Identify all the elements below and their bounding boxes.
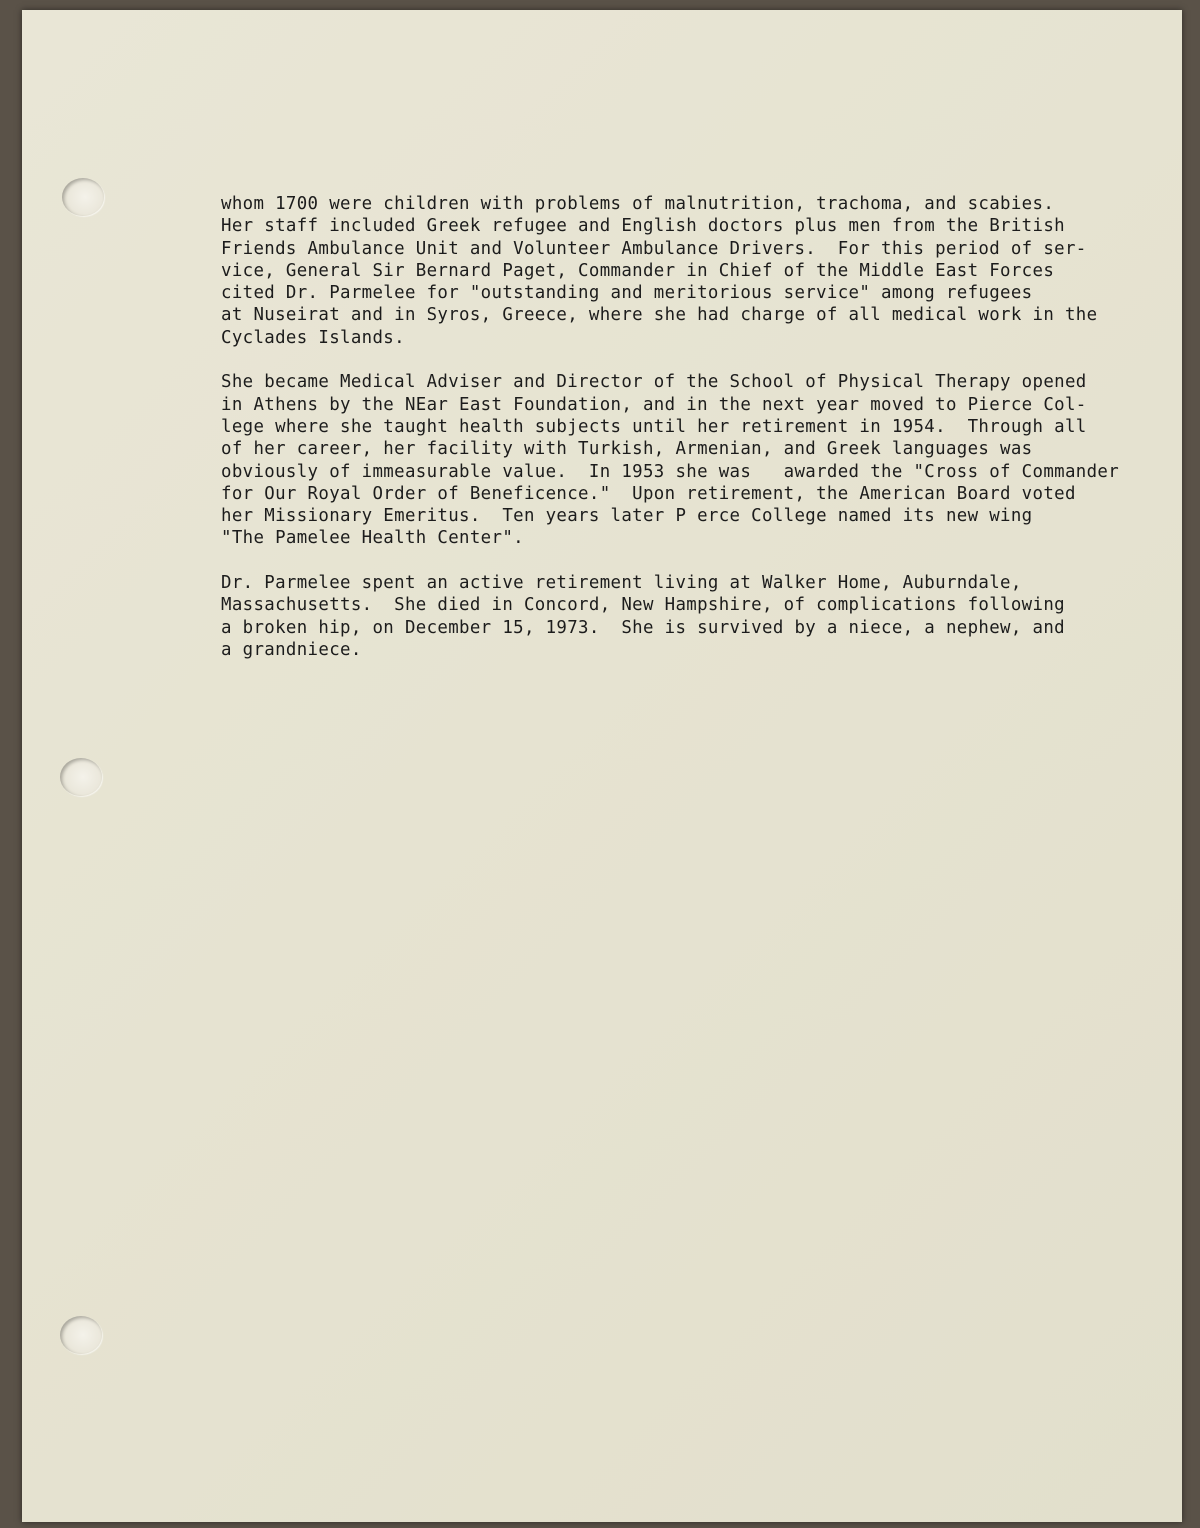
text-line: Friends Ambulance Unit and Volunteer Ambulance Drivers. For this period of ser- [221,238,1087,259]
text-line: lege where she taught health subjects until her retirement in 1954. Through all [221,416,1087,437]
text-line: Massachusetts. She died in Concord, New Hampshire, of complications following [221,595,1065,616]
text-line: her Missionary Emeritus. Ten years later P erce College named its new wing [221,506,1033,527]
text-line: for Our Royal Order of Beneficence." Upon retirement, the American Board voted [221,483,1076,504]
paragraph-2 [221,371,1181,549]
paragraph-1 [221,193,1181,349]
text-line: a broken hip, on December 15, 1973. She is survived by a niece, a nephew, and [221,617,1065,638]
document-body [221,193,1181,684]
text-line: of her career, her facility with Turkish, Armenian, and Greek languages was [221,439,1033,460]
text-line: Her staff included Greek refugee and English doctors plus men from the British [221,216,1065,237]
paragraph-3 [221,572,1181,661]
text-line: a grandniece. [221,639,362,660]
text-line: at Nuseirat and in Syros, Greece, where she had charge of all medical work in the [221,305,1098,326]
document-page [22,10,1182,1522]
text-line: obviously of immeasurable value. In 1953 she was awarded the "Cross of Commander [221,461,1120,482]
text-line: whom 1700 were children with problems of malnutrition, trachoma, and scabies. [221,194,1055,214]
text-line: "The Pamelee Health Center". [221,528,524,549]
binder-hole-top [62,178,104,216]
binder-hole-bottom [60,1316,102,1354]
text-line: cited Dr. Parmelee for "outstanding and meritorious service" among refugees [221,283,1033,304]
text-line: in Athens by the NEar East Foundation, and in the next year moved to Pierce Col- [221,394,1087,415]
binder-hole-middle [60,758,102,796]
text-line: vice, General Sir Bernard Paget, Commander in Chief of the Middle East Forces [221,260,1055,281]
text-line: Cyclades Islands. [221,327,405,348]
text-line: Dr. Parmelee spent an active retirement living at Walker Home, Auburndale, [221,573,1022,594]
text-line: She became Medical Adviser and Director of the School of Physical Therapy opened [221,372,1087,393]
